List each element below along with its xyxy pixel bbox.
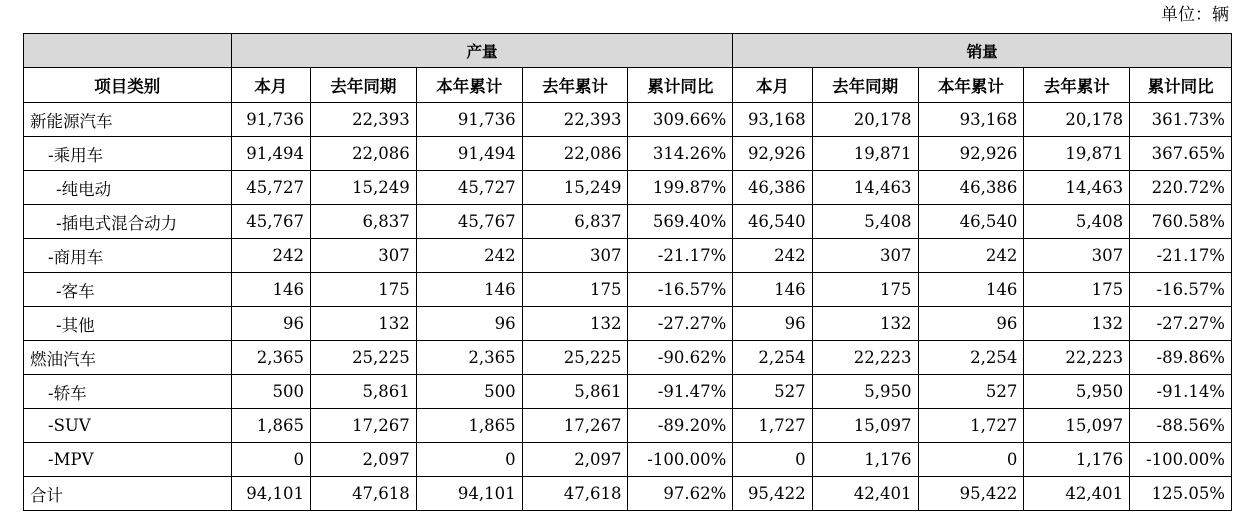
row-value-cell: 47,618 [522,477,628,511]
row-value-cell: 5,950 [1024,375,1130,409]
row-value-cell: -88.56% [1130,409,1232,443]
row-value-cell: 17,267 [310,409,416,443]
table-row [24,375,1232,409]
row-value-cell: 2,254 [733,341,812,375]
row-value-cell: 1,727 [918,409,1024,443]
row-value-cell: 46,386 [918,171,1024,205]
row-category: -其他 [24,307,232,341]
row-value-cell: 5,950 [812,375,918,409]
group-header-production: 产量 [231,34,733,68]
row-value-cell: 47,618 [310,477,416,511]
row-value-cell: 367.65% [1130,137,1232,171]
group-header-sales: 销量 [733,34,1232,68]
row-value-cell: 17,267 [522,409,628,443]
row-value-cell: 0 [231,443,310,477]
row-value-cell: 314.26% [628,137,733,171]
col-header-sales-yoy: 累计同比 [1130,68,1232,103]
row-value-cell: 45,767 [416,205,522,239]
row-category: -插电式混合动力 [24,205,232,239]
col-header-category: 项目类别 [24,68,232,103]
col-header-prod-ytd: 本年累计 [416,68,522,103]
row-value-cell: 15,097 [812,409,918,443]
row-value-cell: 1,176 [1024,443,1130,477]
row-value-cell: 175 [310,273,416,307]
row-value-cell: 242 [918,239,1024,273]
row-value-cell: 307 [310,239,416,273]
row-value-cell: 14,463 [1024,171,1130,205]
col-header-sales-last-ytd: 去年累计 [1024,68,1130,103]
row-value-cell: 6,837 [310,205,416,239]
group-header-blank [24,34,232,68]
row-value-cell: 92,926 [733,137,812,171]
row-value-cell: 96 [733,307,812,341]
table-row [24,205,1232,239]
row-value-cell: 2,097 [522,443,628,477]
row-value-cell: 1,865 [231,409,310,443]
row-value-cell: 92,926 [918,137,1024,171]
row-value-cell: 220.72% [1130,171,1232,205]
row-value-cell: 91,736 [231,103,310,137]
row-value-cell: 46,540 [918,205,1024,239]
row-value-cell: -16.57% [1130,273,1232,307]
row-value-cell: -90.62% [628,341,733,375]
row-value-cell: 5,408 [812,205,918,239]
table-body [24,103,1232,511]
group-header-row [24,34,1232,68]
row-value-cell: -89.20% [628,409,733,443]
row-value-cell: 527 [733,375,812,409]
row-category: 新能源汽车 [24,103,232,137]
row-value-cell: 0 [918,443,1024,477]
row-value-cell: 307 [1024,239,1130,273]
row-value-cell: 2,365 [231,341,310,375]
row-category: 合计 [24,477,232,511]
row-value-cell: 95,422 [918,477,1024,511]
row-value-cell: 0 [416,443,522,477]
row-value-cell: 94,101 [231,477,310,511]
row-value-cell: 22,086 [522,137,628,171]
row-value-cell: 14,463 [812,171,918,205]
table-row [24,273,1232,307]
col-header-prod-last-ytd: 去年累计 [522,68,628,103]
row-value-cell: -91.47% [628,375,733,409]
row-value-cell: -27.27% [628,307,733,341]
col-header-prod-last-year-month: 去年同期 [310,68,416,103]
row-value-cell: 132 [812,307,918,341]
row-value-cell: 6,837 [522,205,628,239]
row-value-cell: 242 [231,239,310,273]
row-value-cell: 93,168 [918,103,1024,137]
row-value-cell: 15,097 [1024,409,1130,443]
row-value-cell: 132 [522,307,628,341]
row-value-cell: 46,540 [733,205,812,239]
row-value-cell: 527 [918,375,1024,409]
col-header-sales-last-year-month: 去年同期 [812,68,918,103]
row-value-cell: 91,494 [416,137,522,171]
row-value-cell: -21.17% [1130,239,1232,273]
table-row [24,477,1232,511]
row-value-cell: 22,393 [310,103,416,137]
row-category: -纯电动 [24,171,232,205]
row-value-cell: 1,176 [812,443,918,477]
row-value-cell: -100.00% [1130,443,1232,477]
row-value-cell: 307 [522,239,628,273]
row-value-cell: 500 [416,375,522,409]
row-value-cell: 5,861 [310,375,416,409]
row-category: 燃油汽车 [24,341,232,375]
row-value-cell: 19,871 [812,137,918,171]
row-value-cell: 309.66% [628,103,733,137]
row-value-cell: 25,225 [310,341,416,375]
row-category: -乘用车 [24,137,232,171]
row-category: -SUV [24,409,232,443]
row-category: -商用车 [24,239,232,273]
row-value-cell: 91,494 [231,137,310,171]
table-row [24,171,1232,205]
row-value-cell: 760.58% [1130,205,1232,239]
row-value-cell: 146 [416,273,522,307]
row-value-cell: -100.00% [628,443,733,477]
row-value-cell: 569.40% [628,205,733,239]
col-header-sales-ytd: 本年累计 [918,68,1024,103]
row-value-cell: 2,254 [918,341,1024,375]
row-value-cell: 146 [733,273,812,307]
row-value-cell: 15,249 [310,171,416,205]
table-row [24,307,1232,341]
row-value-cell: 42,401 [812,477,918,511]
row-value-cell: 175 [1024,273,1130,307]
row-value-cell: 132 [1024,307,1130,341]
unit-label: 单位：辆 [1161,5,1229,25]
row-value-cell: -27.27% [1130,307,1232,341]
row-value-cell: 175 [812,273,918,307]
row-value-cell: 1,727 [733,409,812,443]
row-value-cell: 96 [416,307,522,341]
row-value-cell: 146 [231,273,310,307]
table-row [24,137,1232,171]
row-value-cell: 45,727 [416,171,522,205]
row-value-cell: 20,178 [1024,103,1130,137]
row-value-cell: 1,865 [416,409,522,443]
row-value-cell: -91.14% [1130,375,1232,409]
row-value-cell: 5,861 [522,375,628,409]
row-value-cell: 22,223 [812,341,918,375]
row-value-cell: 500 [231,375,310,409]
row-value-cell: -89.86% [1130,341,1232,375]
row-value-cell: 5,408 [1024,205,1130,239]
row-value-cell: 175 [522,273,628,307]
table-row [24,103,1232,137]
row-value-cell: 22,086 [310,137,416,171]
row-value-cell: 96 [918,307,1024,341]
row-value-cell: 132 [310,307,416,341]
row-value-cell: 42,401 [1024,477,1130,511]
row-value-cell: 25,225 [522,341,628,375]
production-sales-table [23,33,1232,511]
row-value-cell: 45,727 [231,171,310,205]
row-value-cell: 97.62% [628,477,733,511]
table-row [24,239,1232,273]
row-value-cell: 95,422 [733,477,812,511]
row-category: -MPV [24,443,232,477]
row-category: -轿车 [24,375,232,409]
row-value-cell: 93,168 [733,103,812,137]
row-value-cell: 242 [416,239,522,273]
table-row [24,409,1232,443]
row-value-cell: 96 [231,307,310,341]
table-row [24,443,1232,477]
row-value-cell: 2,097 [310,443,416,477]
row-value-cell: 146 [918,273,1024,307]
col-header-prod-month: 本月 [231,68,310,103]
row-value-cell: 0 [733,443,812,477]
table-row [24,341,1232,375]
row-value-cell: 20,178 [812,103,918,137]
col-header-prod-yoy: 累计同比 [628,68,733,103]
row-value-cell: 15,249 [522,171,628,205]
row-value-cell: 94,101 [416,477,522,511]
column-header-row [24,68,1232,103]
row-value-cell: -21.17% [628,239,733,273]
row-value-cell: 19,871 [1024,137,1130,171]
row-value-cell: 91,736 [416,103,522,137]
row-value-cell: -16.57% [628,273,733,307]
row-category: -客车 [24,273,232,307]
row-value-cell: 22,393 [522,103,628,137]
row-value-cell: 307 [812,239,918,273]
row-value-cell: 125.05% [1130,477,1232,511]
row-value-cell: 22,223 [1024,341,1130,375]
row-value-cell: 45,767 [231,205,310,239]
row-value-cell: 242 [733,239,812,273]
row-value-cell: 2,365 [416,341,522,375]
row-value-cell: 361.73% [1130,103,1232,137]
col-header-sales-month: 本月 [733,68,812,103]
row-value-cell: 46,386 [733,171,812,205]
row-value-cell: 199.87% [628,171,733,205]
